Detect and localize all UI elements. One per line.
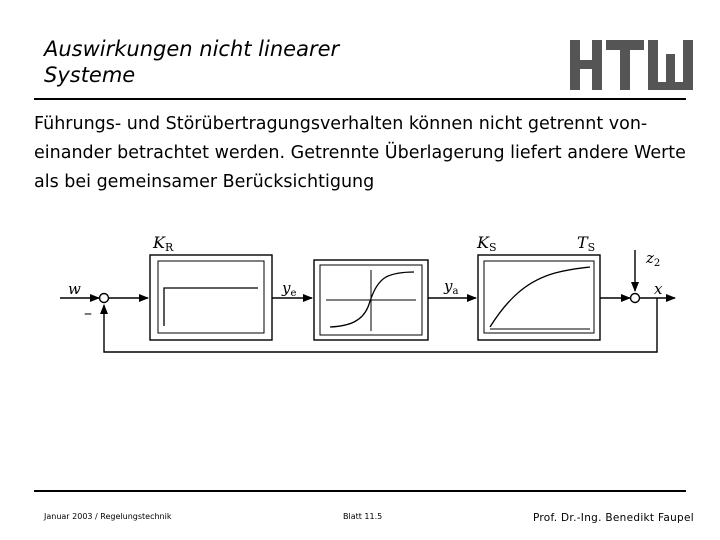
controller-block (150, 255, 272, 340)
label-ya-sub: a (452, 286, 459, 297)
htw-logo (570, 40, 694, 90)
label-ks-sub: S (488, 241, 497, 254)
footer-page: Blatt 11.5 (343, 512, 383, 521)
label-x: x (654, 280, 663, 298)
label-ks: K (477, 233, 489, 252)
body-text: Führungs- und Störübertragungsverhalten können nicht getrennt von-einander betrachtet werden. Getrennte Überlagerung liefert andere Werte als bei gemeinsamer Berücksichtigung (34, 114, 686, 192)
label-kr: K (153, 233, 165, 252)
svg-text:KS (476, 233, 497, 254)
plant-step-response (490, 267, 590, 327)
label-z2: z (646, 249, 654, 267)
feedback-path (104, 298, 657, 352)
footer-author: Prof. Dr.-Ing. Benedikt Faupel (532, 512, 694, 524)
svg-text:z2 (645, 249, 660, 269)
slide-title: Auswirkungen nicht linearer Systeme (44, 37, 340, 87)
label-ya: y (444, 277, 453, 295)
summing-junction-2 (631, 294, 640, 303)
controller-curve (164, 288, 258, 326)
label-ye: y (282, 279, 291, 297)
control-loop-diagram (50, 225, 680, 365)
label-w: w (68, 280, 81, 298)
svg-text:ya (443, 277, 458, 297)
label-ts: T (577, 233, 588, 252)
label-minus: – (84, 303, 92, 322)
footer-divider (34, 490, 686, 492)
label-ts-sub: S (587, 241, 596, 254)
svg-text:TS (577, 233, 595, 254)
footer-date-course: Januar 2003 / Regelungstechnik (44, 512, 172, 521)
summing-junction-1 (100, 294, 109, 303)
svg-text:ye (281, 279, 296, 299)
label-kr-sub: R (164, 241, 174, 254)
header-divider (34, 98, 686, 100)
label-z2-sub: 2 (653, 258, 661, 269)
label-ye-sub: e (290, 288, 297, 299)
svg-text:KR (152, 233, 174, 254)
